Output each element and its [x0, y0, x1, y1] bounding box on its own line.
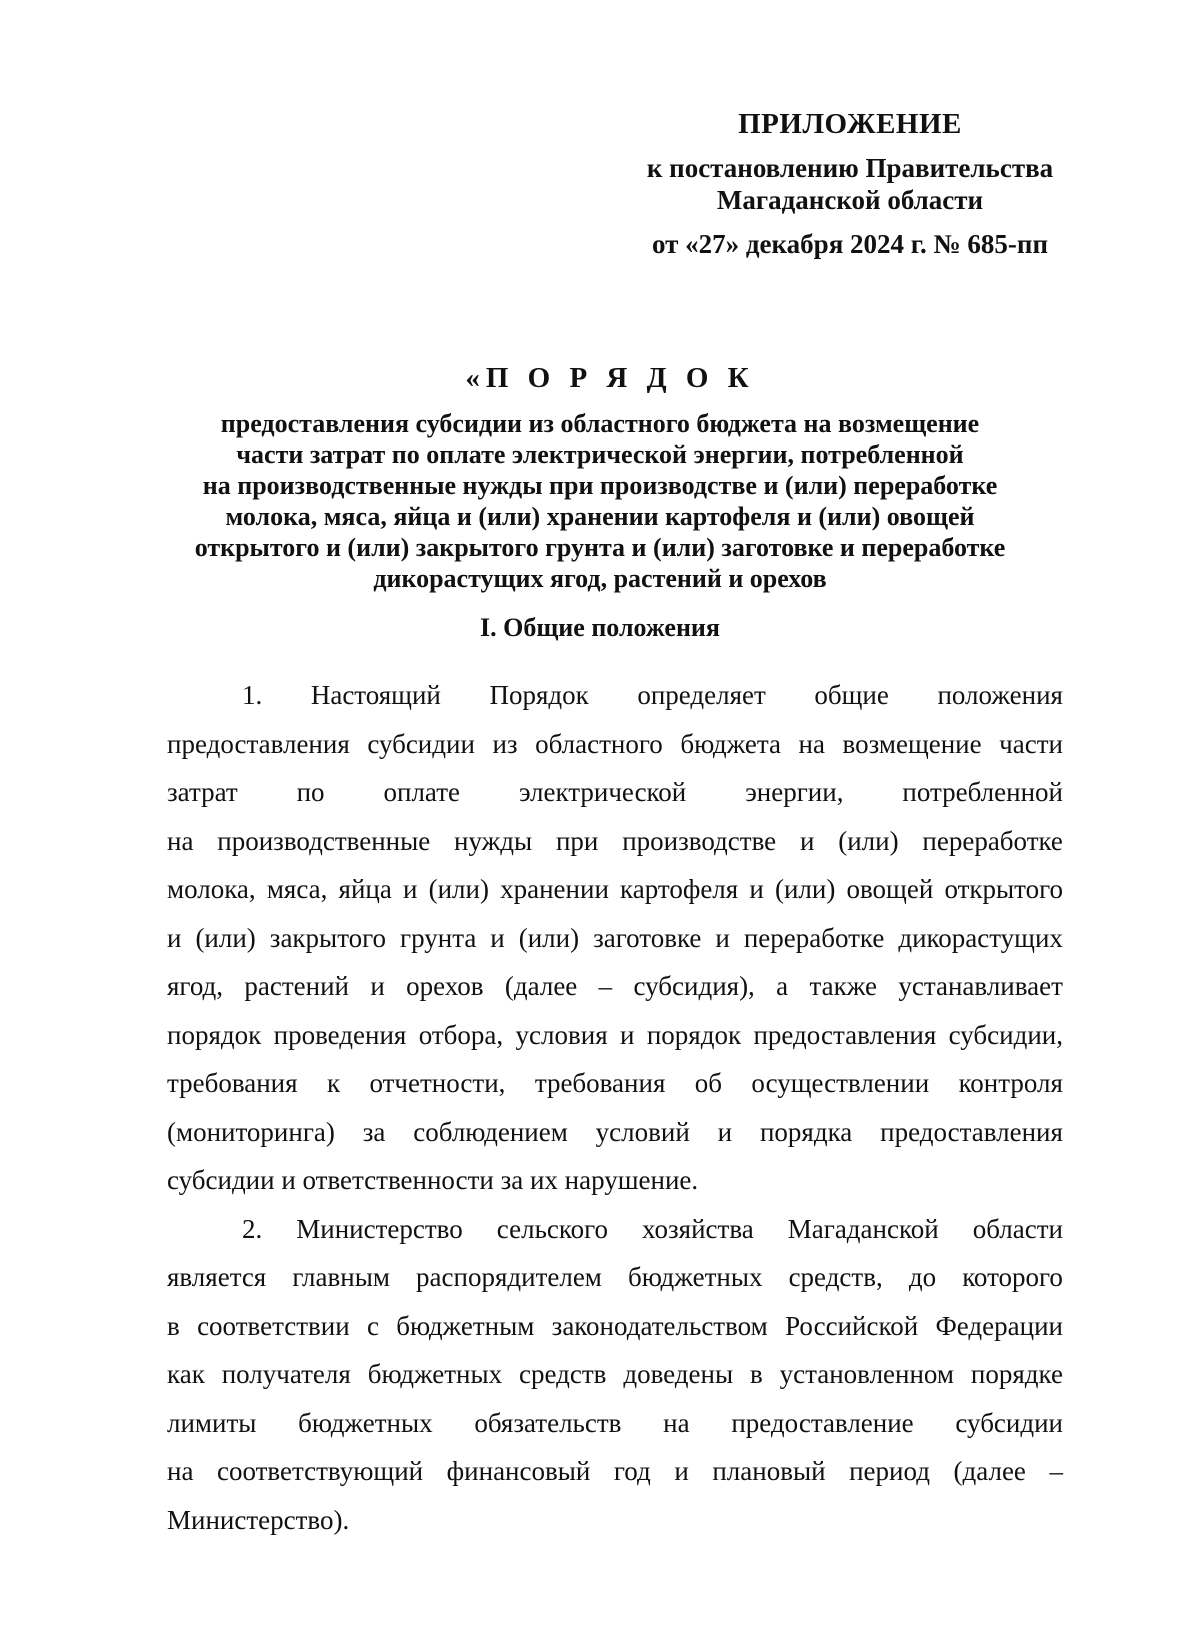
- text-line: [167, 1205, 1063, 1254]
- word: нужды: [454, 825, 533, 856]
- text-line: [167, 768, 1063, 817]
- word: переработке: [922, 825, 1063, 856]
- word: области: [972, 1213, 1063, 1244]
- word: и: [620, 1019, 635, 1050]
- word: соответствующий: [217, 1456, 424, 1486]
- word: плановый: [712, 1456, 826, 1486]
- subtitle-line: молока, мяса, яйца и (или) хранении картофеля и (или) овощей: [225, 502, 975, 531]
- word: предоставление: [731, 1407, 914, 1438]
- word: в: [167, 1310, 180, 1341]
- word: порядка: [759, 1116, 853, 1147]
- text-line: [167, 817, 1063, 866]
- word: электрической: [518, 777, 687, 807]
- word: Федерации: [935, 1310, 1063, 1341]
- word: общие: [814, 680, 889, 710]
- word: является: [167, 1262, 267, 1292]
- word: средств,: [788, 1262, 883, 1292]
- word: и: [167, 922, 182, 953]
- word: производственные: [217, 825, 431, 856]
- word: доведены: [623, 1359, 734, 1389]
- section-title: I. Общие положения: [480, 613, 720, 642]
- word: и: [717, 1116, 733, 1147]
- word: как: [167, 1359, 205, 1389]
- text-line: [167, 1059, 1063, 1108]
- word: установленном: [779, 1359, 955, 1389]
- word: контроля: [958, 1068, 1063, 1098]
- word: законодательством: [551, 1310, 768, 1341]
- text-line: [167, 962, 1063, 1011]
- word: (далее: [504, 971, 578, 1001]
- appendix-line-2: Магаданской области: [716, 185, 984, 215]
- word: на: [663, 1407, 690, 1438]
- word: требования: [534, 1068, 666, 1098]
- text-line: [167, 1011, 1063, 1060]
- word: главным: [292, 1262, 390, 1292]
- word: растений: [244, 971, 349, 1001]
- word: на: [167, 825, 194, 856]
- subtitle-line: части затрат по оплате электрической энергии, потребленной: [236, 440, 964, 469]
- word: отбора,: [418, 1019, 504, 1050]
- word: период: [849, 1456, 930, 1486]
- word: также: [809, 971, 878, 1001]
- appendix-line-1: к постановлению Правительства: [646, 153, 1054, 183]
- word: хранении: [500, 874, 609, 904]
- word: до: [908, 1262, 937, 1292]
- word: за: [362, 1116, 386, 1147]
- word: (или): [195, 922, 256, 953]
- text-line: [167, 1350, 1063, 1399]
- document-title: «П О Р Я Д О К: [465, 362, 755, 394]
- word: предоставления: [880, 1116, 1063, 1147]
- word: закрытого: [269, 922, 387, 953]
- word: сельского: [496, 1213, 609, 1244]
- word: открытого: [944, 874, 1063, 904]
- word: областного: [535, 728, 663, 759]
- word: год: [613, 1456, 651, 1486]
- word: бюджета: [680, 728, 781, 759]
- word: порядке: [970, 1359, 1063, 1389]
- word: соблюдением: [413, 1116, 568, 1147]
- word: обязательств: [474, 1407, 622, 1438]
- word: заготовке: [593, 922, 702, 953]
- word: Министерство: [296, 1213, 463, 1244]
- word: возмещение: [842, 728, 982, 759]
- document-subtitle: [150, 408, 1050, 594]
- word: предоставления: [753, 1019, 937, 1050]
- word: картофеля: [620, 874, 739, 904]
- paragraph-1: [167, 671, 1063, 1205]
- word: Порядок: [489, 680, 589, 710]
- word: к: [326, 1068, 341, 1098]
- text-line: [167, 1302, 1063, 1351]
- word: положения: [937, 680, 1063, 710]
- word: оплате: [383, 777, 460, 807]
- word: субсидия),: [633, 971, 755, 1001]
- word: при: [555, 825, 599, 856]
- word: с: [366, 1310, 379, 1341]
- body-text: [167, 671, 1063, 1544]
- word: грунта: [400, 922, 477, 953]
- word: субсидии: [367, 728, 475, 759]
- appendix-heading: ПРИЛОЖЕНИЕ: [738, 108, 962, 140]
- text-line: [167, 1399, 1063, 1448]
- text-line: [167, 1253, 1063, 1302]
- word: требования: [167, 1068, 298, 1098]
- word: орехов: [406, 971, 484, 1001]
- word: средств: [519, 1359, 607, 1389]
- word: части: [999, 728, 1063, 759]
- word: и: [799, 825, 815, 856]
- word: –: [1049, 1456, 1063, 1486]
- subtitle-line: дикорастущих ягод, растений и орехов: [373, 564, 827, 593]
- word: (мониторинга): [167, 1116, 335, 1147]
- word: Российской: [785, 1310, 919, 1341]
- word: 2.: [242, 1213, 263, 1244]
- appendix-date-line: от «27» декабря 2024 г. № 685-пп: [651, 229, 1049, 259]
- word: из: [492, 728, 518, 759]
- word: (или): [838, 825, 899, 856]
- word: по: [296, 777, 325, 807]
- word: субсидии: [955, 1407, 1063, 1438]
- word: порядок: [167, 1019, 262, 1050]
- text-line: [167, 865, 1063, 914]
- word: субсидии,: [948, 1019, 1063, 1050]
- word: Настоящий: [310, 680, 441, 710]
- word: молока,: [167, 874, 256, 904]
- text-line: [167, 671, 1063, 720]
- word: (далее: [953, 1456, 1026, 1486]
- text-line: Министерство).: [167, 1504, 350, 1535]
- text-line: [167, 720, 1063, 769]
- word: дикорастущих: [898, 922, 1063, 953]
- word: финансовый: [446, 1456, 591, 1486]
- word: которого: [962, 1262, 1063, 1292]
- text-line: [167, 1447, 1063, 1496]
- word: об: [694, 1068, 723, 1098]
- word: бюджетным: [396, 1310, 535, 1341]
- subtitle-line: на производственные нужды при производстве и (или) переработке: [202, 471, 998, 500]
- word: устанавливает: [898, 971, 1063, 1001]
- word: условий: [595, 1116, 690, 1147]
- word: затрат: [167, 777, 238, 807]
- word: (или): [428, 874, 489, 904]
- word: бюджетных: [367, 1359, 503, 1389]
- word: ягод,: [167, 971, 224, 1001]
- word: яйца: [338, 874, 392, 904]
- paragraph-2: [167, 1205, 1063, 1545]
- word: в: [750, 1359, 763, 1389]
- text-line: [167, 914, 1063, 963]
- document-title-block: [150, 360, 1050, 594]
- word: осуществлении: [751, 1068, 930, 1098]
- word: (или): [518, 922, 580, 953]
- word: (или): [774, 874, 836, 904]
- word: и: [490, 922, 505, 953]
- word: определяет: [637, 680, 766, 710]
- word: и: [749, 874, 764, 904]
- word: распорядителем: [416, 1262, 602, 1292]
- word: получателя: [221, 1359, 351, 1389]
- word: на: [167, 1456, 194, 1486]
- word: 1.: [242, 680, 263, 710]
- word: хозяйства: [642, 1213, 754, 1244]
- word: и: [370, 971, 385, 1001]
- word: –: [598, 971, 613, 1001]
- word: соответствии: [197, 1310, 350, 1341]
- word: овощей: [846, 874, 934, 904]
- word: предоставления: [167, 728, 350, 759]
- subtitle-line: открытого и (или) закрытого грунта и (или) заготовке и переработке: [194, 533, 1006, 562]
- word: порядок: [646, 1019, 742, 1050]
- text-line: [167, 1108, 1063, 1157]
- word: производстве: [622, 825, 777, 856]
- appendix-header: [620, 108, 1080, 260]
- word: лимиты: [167, 1407, 257, 1438]
- word: на: [798, 728, 825, 759]
- word: а: [776, 971, 789, 1001]
- word: потребленной: [902, 777, 1063, 807]
- word: и: [715, 922, 730, 953]
- word: бюджетных: [298, 1407, 433, 1438]
- word: Магаданской: [787, 1213, 939, 1244]
- word: бюджетных: [628, 1262, 763, 1292]
- word: проведения: [273, 1019, 407, 1050]
- text-line: субсидии и ответственности за их нарушение.: [167, 1165, 699, 1195]
- word: и: [674, 1456, 689, 1486]
- word: отчетности,: [369, 1068, 506, 1098]
- word: энергии,: [745, 777, 844, 807]
- word: переработке: [743, 922, 885, 953]
- subtitle-line: предоставления субсидии из областного бюджета на возмещение: [220, 409, 980, 438]
- word: мяса,: [266, 874, 328, 904]
- word: условия: [515, 1019, 608, 1050]
- word: и: [403, 874, 418, 904]
